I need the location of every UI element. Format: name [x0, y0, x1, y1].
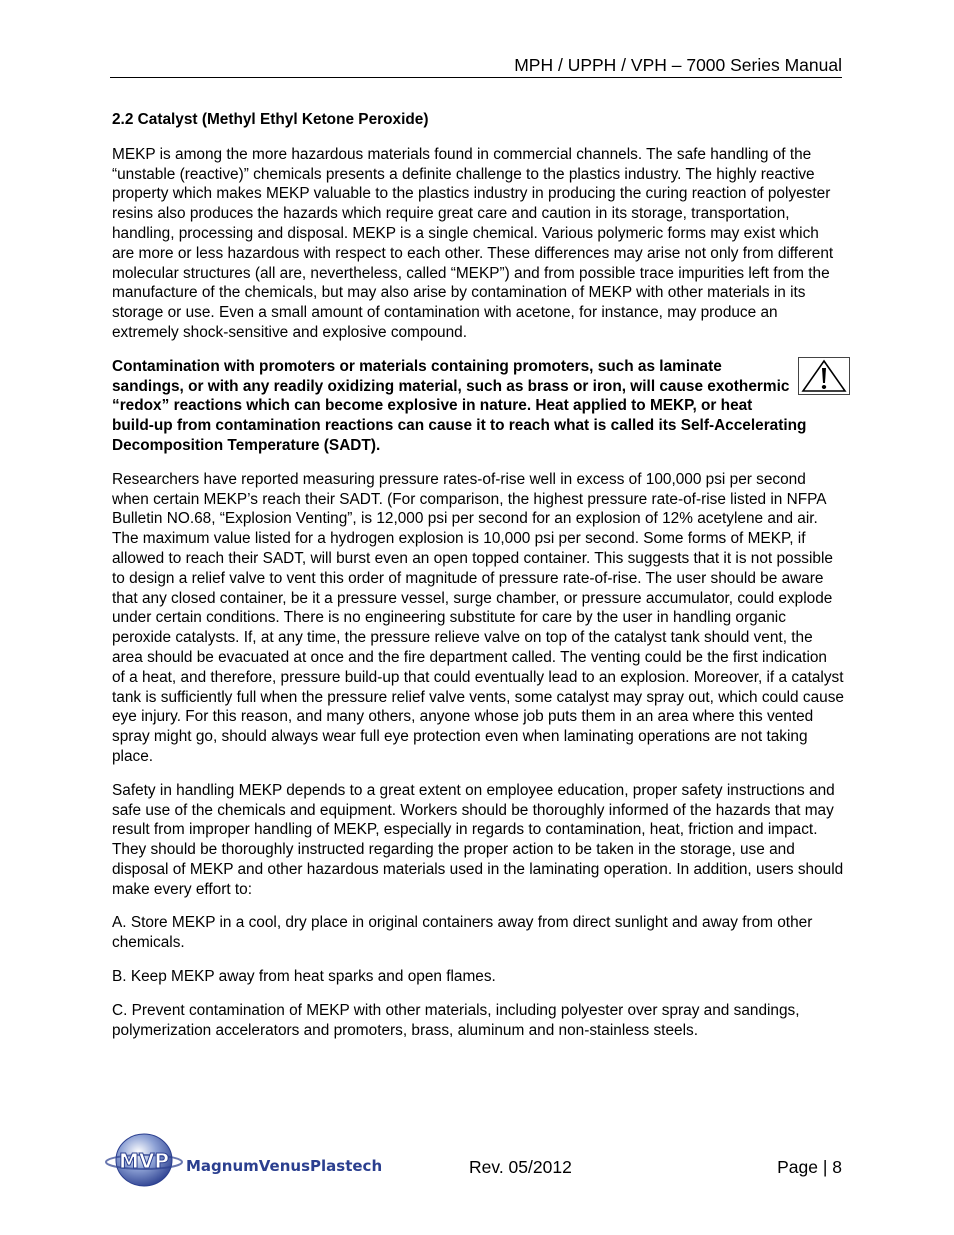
paragraph-safety: Safety in handling MEKP depends to a great extent on employee education, proper safety instructions and safe use of the chemicals and equipment. Workers should be thoroughly informed of the hazards that may result from improper handling of MEKP, especially in regards to contamination, heat, friction and impact. They should be thoroughly instructed regarding the proper action to be taken in the storage, use and disposal of MEKP and other hazardous materials used in the laminating operation. In addition, users should make every effort to:	[112, 781, 844, 898]
warning-block	[112, 357, 844, 456]
section-heading: 2.2 Catalyst (Methyl Ethyl Ketone Peroxide)	[112, 111, 429, 128]
list-item-c: C. Prevent contamination of MEKP with other materials, including polyester over spray and sandings, polymerization accelerators and promoters, brass, aluminum and non-stainless steels.	[112, 1001, 800, 1039]
manual-title: MPH / UPPH / VPH – 7000 Series Manual	[514, 55, 842, 75]
page-number: Page | 8	[777, 1157, 842, 1177]
paragraph-intro: MEKP is among the more hazardous materials found in commercial channels. The safe handling of the “unstable (reactive)” chemicals presents a definite challenge to the plastics industry. The highly reactive property which makes MEKP valuable to the plastics industry in producing the curing reaction of polyester resins also produces the hazards which require great care and caution in its storage, transportation, handling, processing and disposal. MEKP is a single chemical. Various polymeric forms may exist which are more or less hazardous with respect to each other. These differences may arise not only from different molecular structures (all are, nevertheless, called “MEKP”) and from possible trace impurities left from the manufacture of the chemicals, but may also arise by contamination of MEKP with other materials in its storage or use. Even a small amount of contamination with acetone, for instance, may produce an extremely shock-sensitive and explosive compound.	[112, 145, 834, 341]
page-content	[112, 110, 844, 1054]
warning-triangle-icon	[798, 357, 850, 395]
revision-date: Rev. 05/2012	[469, 1157, 572, 1177]
list-item-b: B. Keep MEKP away from heat sparks and open flames.	[112, 968, 496, 986]
company-logo	[104, 1130, 394, 1190]
header-rule	[110, 77, 842, 78]
paragraph-warning: Contamination with promoters or materials containing promoters, such as laminate sandings, or with any readily oxidizing material, such as brass or iron, will cause exothermic “redox” reactions which can become explosive in nature. Heat applied to MEKP, or heat build-up from contamination reactions can cause it to reach what is called its Self-Accelerating Decomposition Temperature (SADT).	[112, 357, 807, 454]
mvp-logo-icon: MVP	[118, 1149, 170, 1173]
company-name: MagnumVenusPlastech	[186, 1157, 383, 1175]
list-item-a: A. Store MEKP in a cool, dry place in original containers away from direct sunlight and away from other chemicals.	[112, 914, 813, 952]
paragraph-sadt: Researchers have reported measuring pressure rates-of-rise well in excess of 100,000 psi per second when certain MEKP’s reach their SADT. (For comparison, the highest pressure rate-of-rise listed in NFPA Bulletin NO.68, “Explosion Venting”, is 12,000 psi per second for an explosion of 12% acetylene and air. The maximum value listed for a hydrogen explosion is 10,000 psi per second. Some forms of MEKP, if allowed to reach their SADT, will burst even an open topped container. This suggests that it is not possible to design a relief valve to vent this order of magnitude of pressure rate-of-rise. The user should be aware that any closed container, be it a pressure vessel, surge chamber, or pressure accumulator, could explode under certain conditions. There is no engineering substitute for care by the user in handling organic peroxide catalysts. If, at any time, the pressure relieve valve on top of the catalyst tank should vent, the area should be evacuated at once and the fire department called. The venting could be the first indication of a heat, and therefore, pressure build-up that could eventually lead to an explosion. Moreover, if a catalyst tank is sufficiently full when the pressure relief valve vents, some catalyst may spray out, which could cause eye injury. For this reason, and many others, anyone whose job puts them in an area where this vented spray might go, should always wear full eye protection even when laminating operations are not taking place.	[112, 470, 844, 765]
